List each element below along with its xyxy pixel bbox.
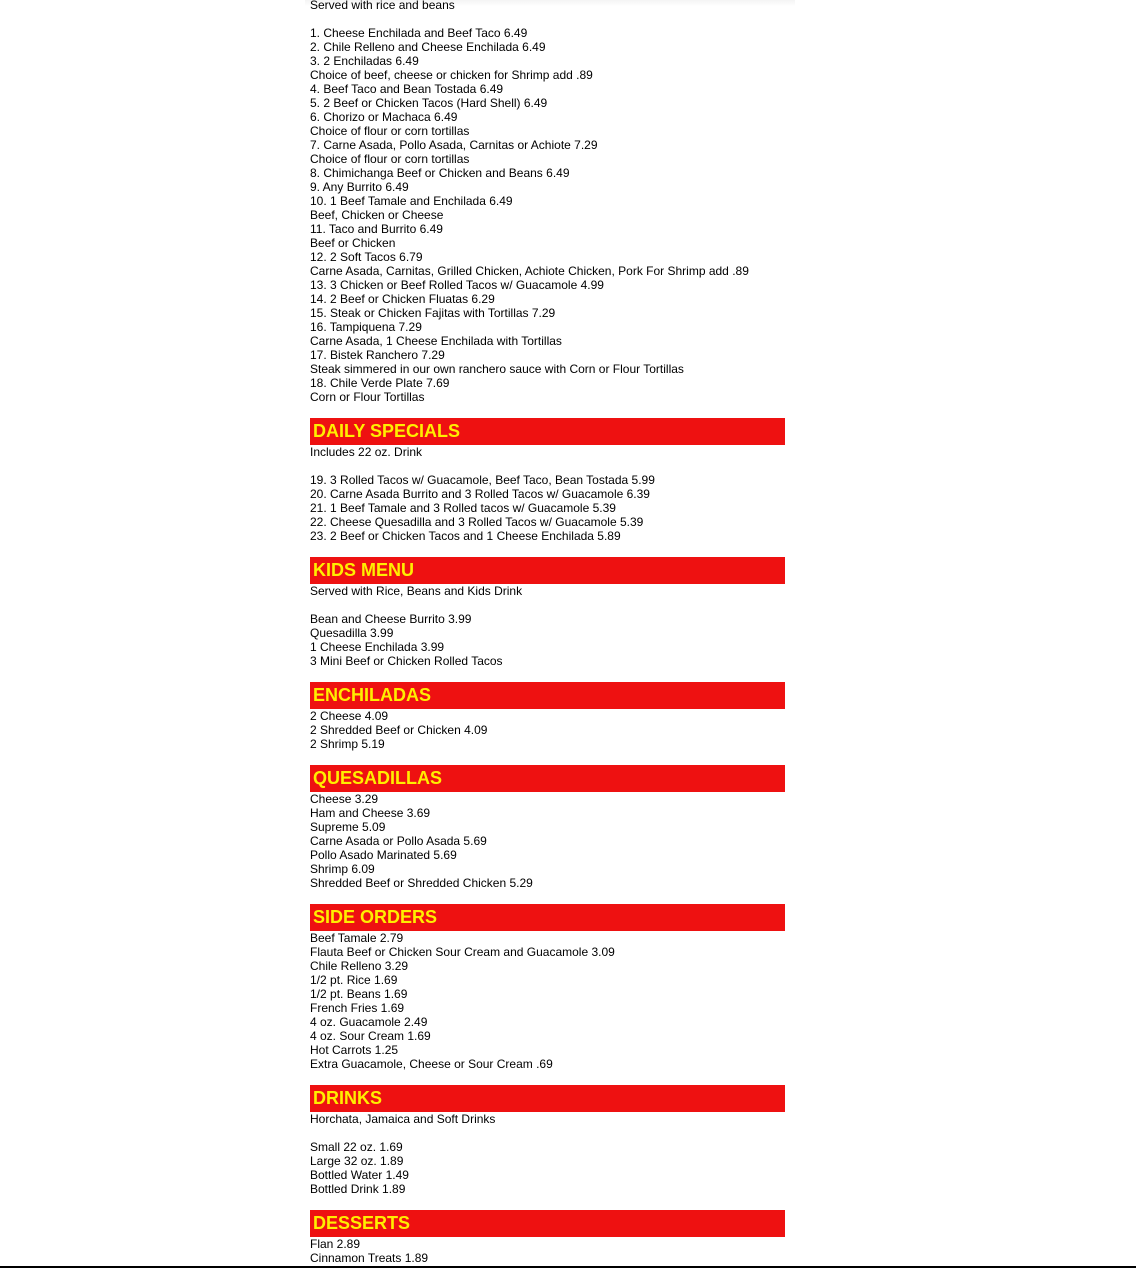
section-heading-kids-menu: KIDS MENU [310, 557, 785, 584]
menu-line: 4 oz. Sour Cream 1.69 [310, 1029, 431, 1043]
menu-line: 22. Cheese Quesadilla and 3 Rolled Tacos w/ Guacamole 5.39 [310, 515, 644, 529]
daily-specials-section [310, 418, 785, 543]
menu-line: 2 Shrimp 5.19 [310, 737, 385, 751]
menu-line: 1 Cheese Enchilada 3.99 [310, 640, 445, 654]
menu-line: Supreme 5.09 [310, 820, 386, 834]
section-heading-drinks: DRINKS [310, 1085, 785, 1112]
spacer [310, 12, 785, 26]
menu-line: 2. Chile Relleno and Cheese Enchilada 6.49 [310, 40, 546, 54]
menu-line: Beef or Chicken [310, 236, 396, 250]
menu-line: Steak simmered in our own ranchero sauce with Corn or Flour Tortillas [310, 362, 684, 376]
menu-line: Shrimp 6.09 [310, 862, 375, 876]
menu-line: Quesadilla 3.99 [310, 626, 394, 640]
menu-line: 8. Chimichanga Beef or Chicken and Beans 6.49 [310, 166, 570, 180]
section-heading-daily-specials: DAILY SPECIALS [310, 418, 785, 445]
menu-line: Carne Asada, 1 Cheese Enchilada with Tortillas [310, 334, 562, 348]
drinks-section [310, 1085, 785, 1196]
menu-line: 14. 2 Beef or Chicken Fluatas 6.29 [310, 292, 495, 306]
enchiladas-section [310, 682, 785, 751]
menu-line: Pollo Asado Marinated 5.69 [310, 848, 457, 862]
menu-line: 15. Steak or Chicken Fajitas with Tortillas 7.29 [310, 306, 556, 320]
menu-line: 17. Bistek Ranchero 7.29 [310, 348, 445, 362]
menu-line: Carne Asada or Pollo Asada 5.69 [310, 834, 487, 848]
menu-line: 11. Taco and Burrito 6.49 [310, 222, 443, 236]
combinations-section [310, 0, 785, 404]
menu-line: Served with rice and beans [310, 0, 455, 12]
menu-line: 3. 2 Enchiladas 6.49 [310, 54, 419, 68]
menu-line: 23. 2 Beef or Chicken Tacos and 1 Cheese Enchilada 5.89 [310, 529, 621, 543]
menu-line: Beef, Chicken or Cheese [310, 208, 444, 222]
section-heading-quesadillas: QUESADILLAS [310, 765, 785, 792]
menu-line: 1/2 pt. Rice 1.69 [310, 973, 398, 987]
menu-line: 2 Cheese 4.09 [310, 709, 389, 723]
menu-line: 3 Mini Beef or Chicken Rolled Tacos [310, 654, 503, 668]
menu-line: 10. 1 Beef Tamale and Enchilada 6.49 [310, 194, 513, 208]
menu-line: Bottled Drink 1.89 [310, 1182, 406, 1196]
menu-line: Small 22 oz. 1.69 [310, 1140, 403, 1154]
menu-line: Extra Guacamole, Cheese or Sour Cream .69 [310, 1057, 553, 1071]
menu-line: Includes 22 oz. Drink [310, 445, 423, 459]
menu-line: 9. Any Burrito 6.49 [310, 180, 409, 194]
menu-line: 5. 2 Beef or Chicken Tacos (Hard Shell) 6.49 [310, 96, 548, 110]
menu-line: Bean and Cheese Burrito 3.99 [310, 612, 472, 626]
section-heading-enchiladas: ENCHILADAS [310, 682, 785, 709]
menu-line: Chile Relleno 3.29 [310, 959, 409, 973]
menu-line: 4 oz. Guacamole 2.49 [310, 1015, 428, 1029]
spacer [310, 598, 785, 612]
menu-line: 1/2 pt. Beans 1.69 [310, 987, 408, 1001]
menu-line: 7. Carne Asada, Pollo Asada, Carnitas or Achiote 7.29 [310, 138, 598, 152]
menu-line: 20. Carne Asada Burrito and 3 Rolled Tacos w/ Guacamole 6.39 [310, 487, 650, 501]
menu-line: Cinnamon Treats 1.89 [310, 1251, 429, 1265]
menu-line: 4. Beef Taco and Bean Tostada 6.49 [310, 82, 504, 96]
menu-line: Flan 2.89 [310, 1237, 361, 1251]
menu-line: Beef Tamale 2.79 [310, 931, 404, 945]
menu-line: 1. Cheese Enchilada and Beef Taco 6.49 [310, 26, 528, 40]
section-heading-desserts: DESSERTS [310, 1210, 785, 1237]
menu-line: 6. Chorizo or Machaca 6.49 [310, 110, 458, 124]
spacer [310, 459, 785, 473]
menu-line: Cheese 3.29 [310, 792, 379, 806]
desserts-section [310, 1210, 785, 1265]
spacer [310, 1126, 785, 1140]
menu-line: Choice of beef, cheese or chicken for Shrimp add .89 [310, 68, 593, 82]
menu-line: Shredded Beef or Shredded Chicken 5.29 [310, 876, 533, 890]
menu-line: Corn or Flour Tortillas [310, 390, 425, 404]
menu-line: Served with Rice, Beans and Kids Drink [310, 584, 523, 598]
menu-line: Horchata, Jamaica and Soft Drinks [310, 1112, 496, 1126]
menu-line: Choice of flour or corn tortillas [310, 152, 470, 166]
menu-content [310, 0, 785, 1265]
menu-line: Hot Carrots 1.25 [310, 1043, 399, 1057]
menu-line: Bottled Water 1.49 [310, 1168, 409, 1182]
quesadillas-section [310, 765, 785, 890]
menu-line: 13. 3 Chicken or Beef Rolled Tacos w/ Guacamole 4.99 [310, 278, 604, 292]
menu-line: 12. 2 Soft Tacos 6.79 [310, 250, 423, 264]
menu-line: Carne Asada, Carnitas, Grilled Chicken, Achiote Chicken, Pork For Shrimp add .89 [310, 264, 749, 278]
menu-line: Flauta Beef or Chicken Sour Cream and Guacamole 3.09 [310, 945, 615, 959]
menu-line: 19. 3 Rolled Tacos w/ Guacamole, Beef Taco, Bean Tostada 5.99 [310, 473, 655, 487]
side-orders-section [310, 904, 785, 1071]
menu-line: 2 Shredded Beef or Chicken 4.09 [310, 723, 488, 737]
menu-line: 18. Chile Verde Plate 7.69 [310, 376, 450, 390]
kids-menu-section [310, 557, 785, 668]
menu-line: 16. Tampiquena 7.29 [310, 320, 422, 334]
menu-line: French Fries 1.69 [310, 1001, 405, 1015]
section-heading-side-orders: SIDE ORDERS [310, 904, 785, 931]
menu-line: Ham and Cheese 3.69 [310, 806, 431, 820]
menu-line: Choice of flour or corn tortillas [310, 124, 470, 138]
menu-line: 21. 1 Beef Tamale and 3 Rolled tacos w/ Guacamole 5.39 [310, 501, 616, 515]
menu-line: Large 32 oz. 1.89 [310, 1154, 404, 1168]
